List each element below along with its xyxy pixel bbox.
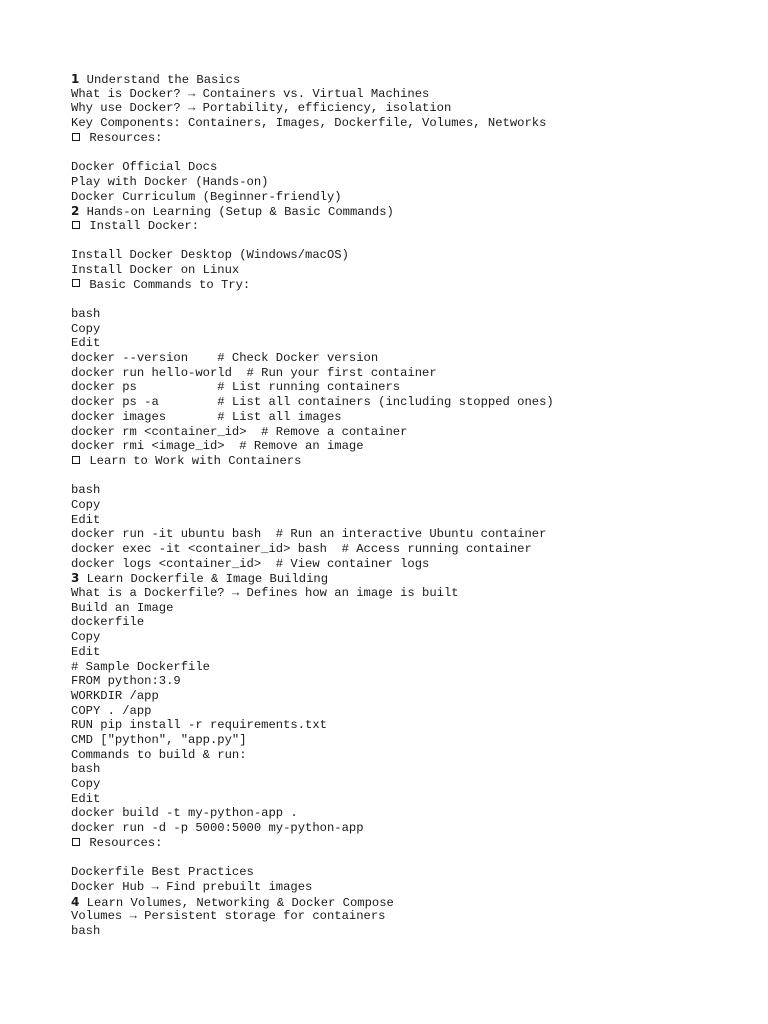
line-text: CMD ["python", "app.py"] (71, 732, 247, 747)
text-line (71, 865, 751, 880)
text-line (71, 718, 751, 733)
line-text: Install Docker: (82, 218, 200, 233)
line-text: docker --version # Check Docker version (71, 351, 379, 366)
text-line (71, 160, 751, 175)
text-line (71, 351, 751, 366)
text-line (71, 909, 751, 924)
line-text: Docker Hub → Find prebuilt images (71, 879, 313, 894)
text-line (71, 410, 751, 425)
line-text: COPY . /app (71, 703, 152, 718)
text-line (71, 645, 751, 660)
checkbox-icon (72, 133, 80, 141)
section-number: 4 (71, 894, 80, 909)
checkbox-icon (72, 838, 80, 846)
text-line (71, 190, 751, 205)
line-text: Play with Docker (Hands-on) (71, 174, 269, 189)
line-text: docker logs <container_id> # View container logs (71, 556, 430, 571)
text-line (71, 660, 751, 675)
text-line (71, 704, 751, 719)
line-text: bash (71, 923, 101, 938)
line-text: Volumes → Persistent storage for containers (71, 909, 386, 924)
line-text: Understand the Basics (79, 73, 241, 87)
line-text: Copy (71, 497, 101, 512)
text-line (71, 87, 751, 102)
text-line (71, 689, 751, 704)
text-line (71, 498, 751, 513)
line-text: docker ps -a # List all containers (including stopped ones) (71, 395, 554, 410)
line-text: Commands to build & run: (71, 747, 247, 762)
line-text: Edit (71, 791, 101, 806)
text-line (71, 366, 751, 381)
line-text: Install Docker on Linux (71, 262, 240, 277)
text-line (71, 733, 751, 748)
line-text: docker images # List all images (71, 409, 342, 424)
line-text: docker run -d -p 5000:5000 my-python-app (71, 821, 364, 836)
text-line (71, 527, 751, 542)
line-text: Install Docker Desktop (Windows/macOS) (71, 248, 349, 263)
line-text: docker run hello-world # Run your first container (71, 365, 437, 380)
text-line (71, 850, 751, 865)
checkbox-icon (72, 221, 80, 229)
checkbox-icon (72, 279, 80, 287)
line-text: Copy (71, 630, 101, 645)
line-text: Docker Curriculum (Beginner-friendly) (71, 189, 342, 204)
text-line (71, 792, 751, 807)
text-line (71, 395, 751, 410)
text-line (71, 439, 751, 454)
text-line (71, 601, 751, 616)
text-line (71, 762, 751, 777)
text-line (71, 895, 751, 910)
document-body (71, 72, 751, 939)
line-text: What is Docker? → Containers vs. Virtual Machines (71, 86, 430, 101)
line-text: bash (71, 307, 101, 321)
text-line (71, 513, 751, 528)
line-text: Learn Volumes, Networking & Docker Compose (79, 895, 394, 910)
text-line (71, 748, 751, 763)
line-text: docker exec -it <container_id> bash # Access running container (71, 542, 532, 556)
line-text: FROM python:3.9 (71, 674, 181, 689)
text-line (71, 307, 751, 322)
line-text: docker rmi <image_id> # Remove an image (71, 439, 364, 454)
text-line (71, 557, 751, 572)
text-line (71, 278, 751, 293)
line-text: Build an Image (71, 600, 174, 615)
line-text: Basic Commands to Try: (82, 277, 251, 292)
line-text: docker rm <container_id> # Remove a container (71, 424, 408, 439)
text-line (71, 674, 751, 689)
line-text: Learn to Work with Containers (82, 453, 302, 468)
text-line (71, 131, 751, 146)
line-text: docker run -it ubuntu bash # Run an interactive Ubuntu container (71, 527, 547, 542)
text-line (71, 880, 751, 895)
text-line (71, 806, 751, 821)
text-line (71, 777, 751, 792)
line-text: Why use Docker? → Portability, efficiency, isolation (71, 101, 452, 116)
text-line (71, 425, 751, 440)
line-text: Key Components: Containers, Images, Dockerfile, Volumes, Networks (71, 116, 547, 131)
line-text: bash (71, 483, 101, 498)
line-text: Docker Official Docs (71, 160, 218, 175)
text-line (71, 483, 751, 498)
text-line (71, 924, 751, 939)
line-text: # Sample Dockerfile (71, 659, 210, 674)
line-text: docker ps # List running containers (71, 380, 401, 395)
text-line (71, 586, 751, 601)
text-line (71, 630, 751, 645)
checkbox-icon (72, 456, 80, 464)
text-line (71, 380, 751, 395)
line-text: docker build -t my-python-app . (71, 806, 298, 821)
text-line (71, 821, 751, 836)
line-text: RUN pip install -r requirements.txt (71, 718, 327, 733)
line-text: Edit (71, 512, 101, 527)
text-line (71, 72, 751, 87)
line-text: Dockerfile Best Practices (71, 865, 254, 880)
text-line (71, 322, 751, 337)
text-line (71, 175, 751, 190)
text-line (71, 615, 751, 630)
section-number: 2 (71, 204, 80, 219)
line-text: bash (71, 762, 101, 777)
text-line (71, 145, 751, 160)
text-line (71, 571, 751, 586)
line-text: Copy (71, 777, 101, 791)
line-text: Copy (71, 321, 101, 336)
line-text: Learn Dockerfile & Image Building (79, 572, 329, 587)
text-line (71, 101, 751, 116)
line-text: Hands-on Learning (Setup & Basic Commands) (79, 205, 394, 219)
section-number: 3 (71, 571, 80, 586)
line-text: Edit (71, 644, 101, 659)
line-text: Resources: (82, 835, 163, 850)
text-line (71, 469, 751, 484)
text-line (71, 454, 751, 469)
text-line (71, 542, 751, 557)
section-number: 1 (71, 72, 80, 86)
line-text: Resources: (82, 130, 163, 145)
line-text: WORKDIR /app (71, 688, 159, 703)
text-line (71, 292, 751, 307)
text-line (71, 219, 751, 234)
text-line (71, 263, 751, 278)
text-line (71, 336, 751, 351)
text-line (71, 234, 751, 249)
text-line (71, 248, 751, 263)
text-line (71, 204, 751, 219)
line-text: What is a Dockerfile? → Defines how an image is built (71, 586, 459, 601)
text-line (71, 116, 751, 131)
line-text: Edit (71, 336, 101, 351)
text-line (71, 836, 751, 851)
line-text: dockerfile (71, 615, 145, 630)
